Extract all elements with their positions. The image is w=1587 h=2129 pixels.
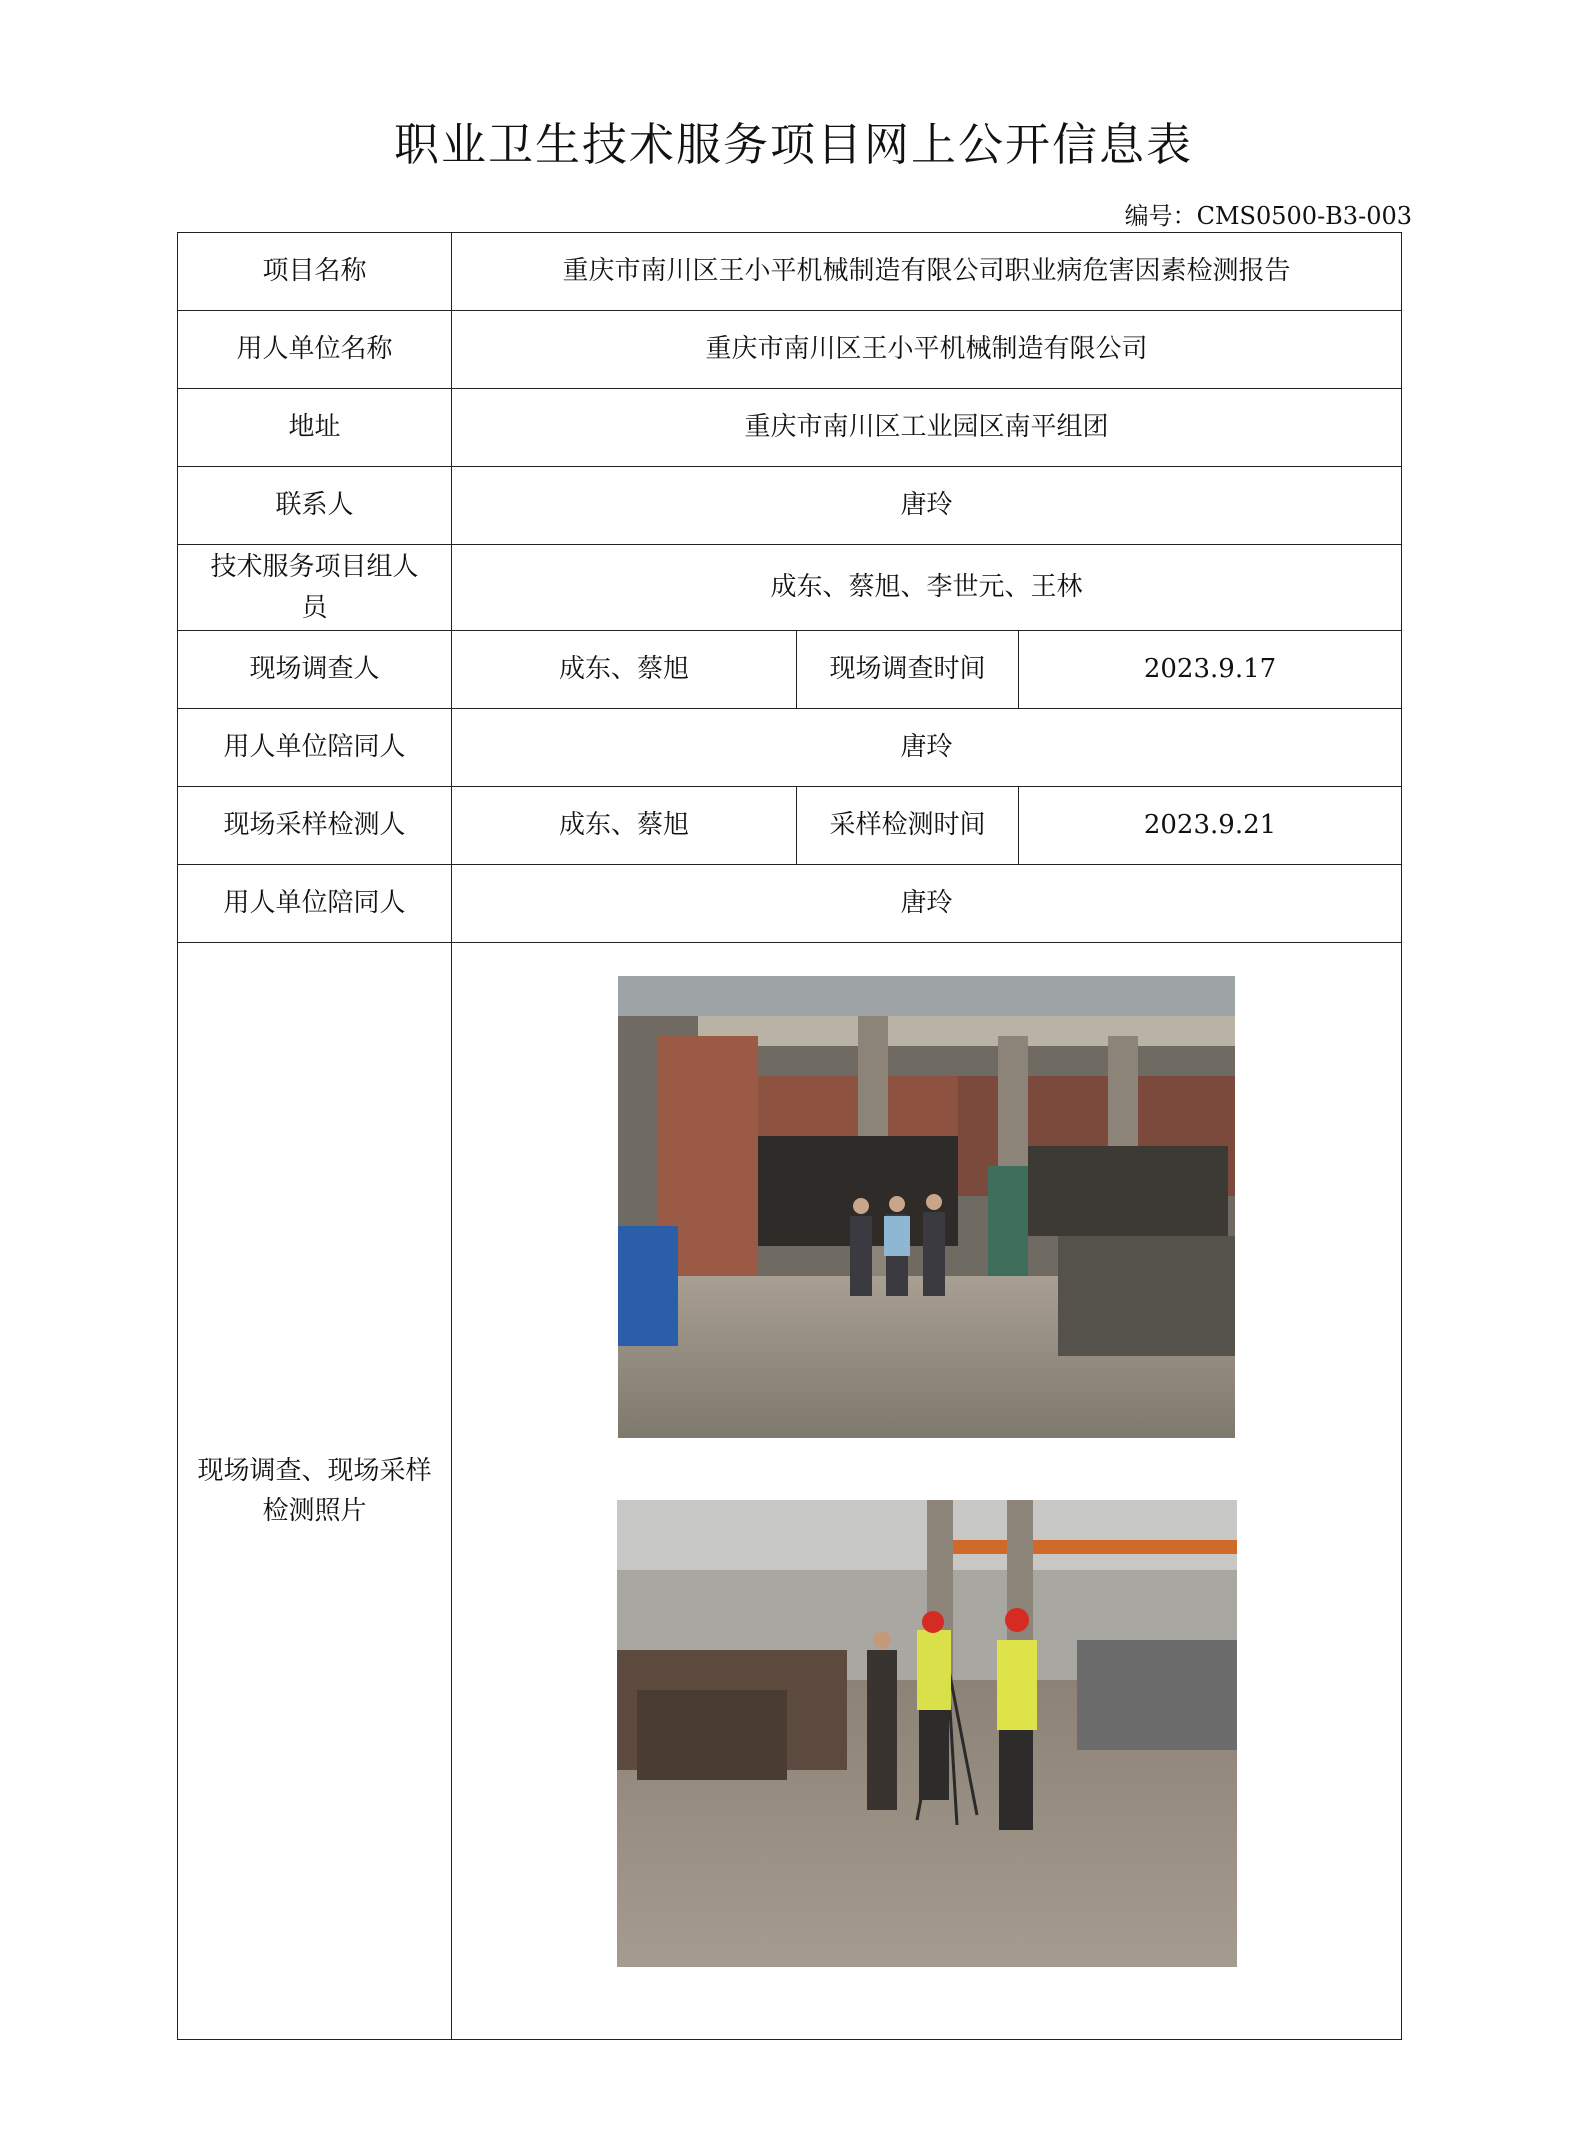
value-project-name: 重庆市南川区王小平机械制造有限公司职业病危害因素检测报告	[452, 233, 1402, 311]
value-employer-name: 重庆市南川区王小平机械制造有限公司	[452, 311, 1402, 389]
label-team: 技术服务项目组人员	[178, 545, 452, 631]
row-project-name	[178, 233, 1402, 311]
label-contact: 联系人	[178, 467, 452, 545]
label-sampling: 现场采样检测人	[178, 787, 452, 865]
label-survey: 现场调查人	[178, 631, 452, 709]
value-contact: 唐玲	[452, 467, 1402, 545]
value-survey-escort: 唐玲	[452, 709, 1402, 787]
value-sampling-escort: 唐玲	[452, 865, 1402, 943]
row-photos	[178, 943, 1402, 2040]
label-address: 地址	[178, 389, 452, 467]
label-sampling-time: 采样检测时间	[797, 787, 1019, 865]
row-survey	[178, 631, 1402, 709]
sampling-photo	[617, 1500, 1237, 1967]
label-sampling-escort: 用人单位陪同人	[178, 865, 452, 943]
photos-cell	[452, 943, 1402, 2040]
info-table	[177, 232, 1402, 2040]
value-sampling-time: 2023.9.21	[1019, 787, 1402, 865]
label-photos: 现场调查、现场采样检测照片	[178, 943, 452, 2040]
row-contact	[178, 467, 1402, 545]
row-address	[178, 389, 1402, 467]
value-team: 成东、蔡旭、李世元、王林	[452, 545, 1402, 631]
row-employer-name	[178, 311, 1402, 389]
value-survey-time: 2023.9.17	[1019, 631, 1402, 709]
row-survey-escort	[178, 709, 1402, 787]
value-sampling: 成东、蔡旭	[452, 787, 797, 865]
row-sampling	[178, 787, 1402, 865]
label-survey-time: 现场调查时间	[797, 631, 1019, 709]
row-team	[178, 545, 1402, 631]
document-code: 编号：CMS0500-B3-003	[1124, 202, 1412, 230]
survey-photo	[618, 976, 1235, 1438]
label-employer-name: 用人单位名称	[178, 311, 452, 389]
value-address: 重庆市南川区工业园区南平组团	[452, 389, 1402, 467]
value-survey: 成东、蔡旭	[452, 631, 797, 709]
document-title: 职业卫生技术服务项目网上公开信息表	[393, 118, 1193, 171]
label-survey-escort: 用人单位陪同人	[178, 709, 452, 787]
row-sampling-escort	[178, 865, 1402, 943]
label-project-name: 项目名称	[178, 233, 452, 311]
